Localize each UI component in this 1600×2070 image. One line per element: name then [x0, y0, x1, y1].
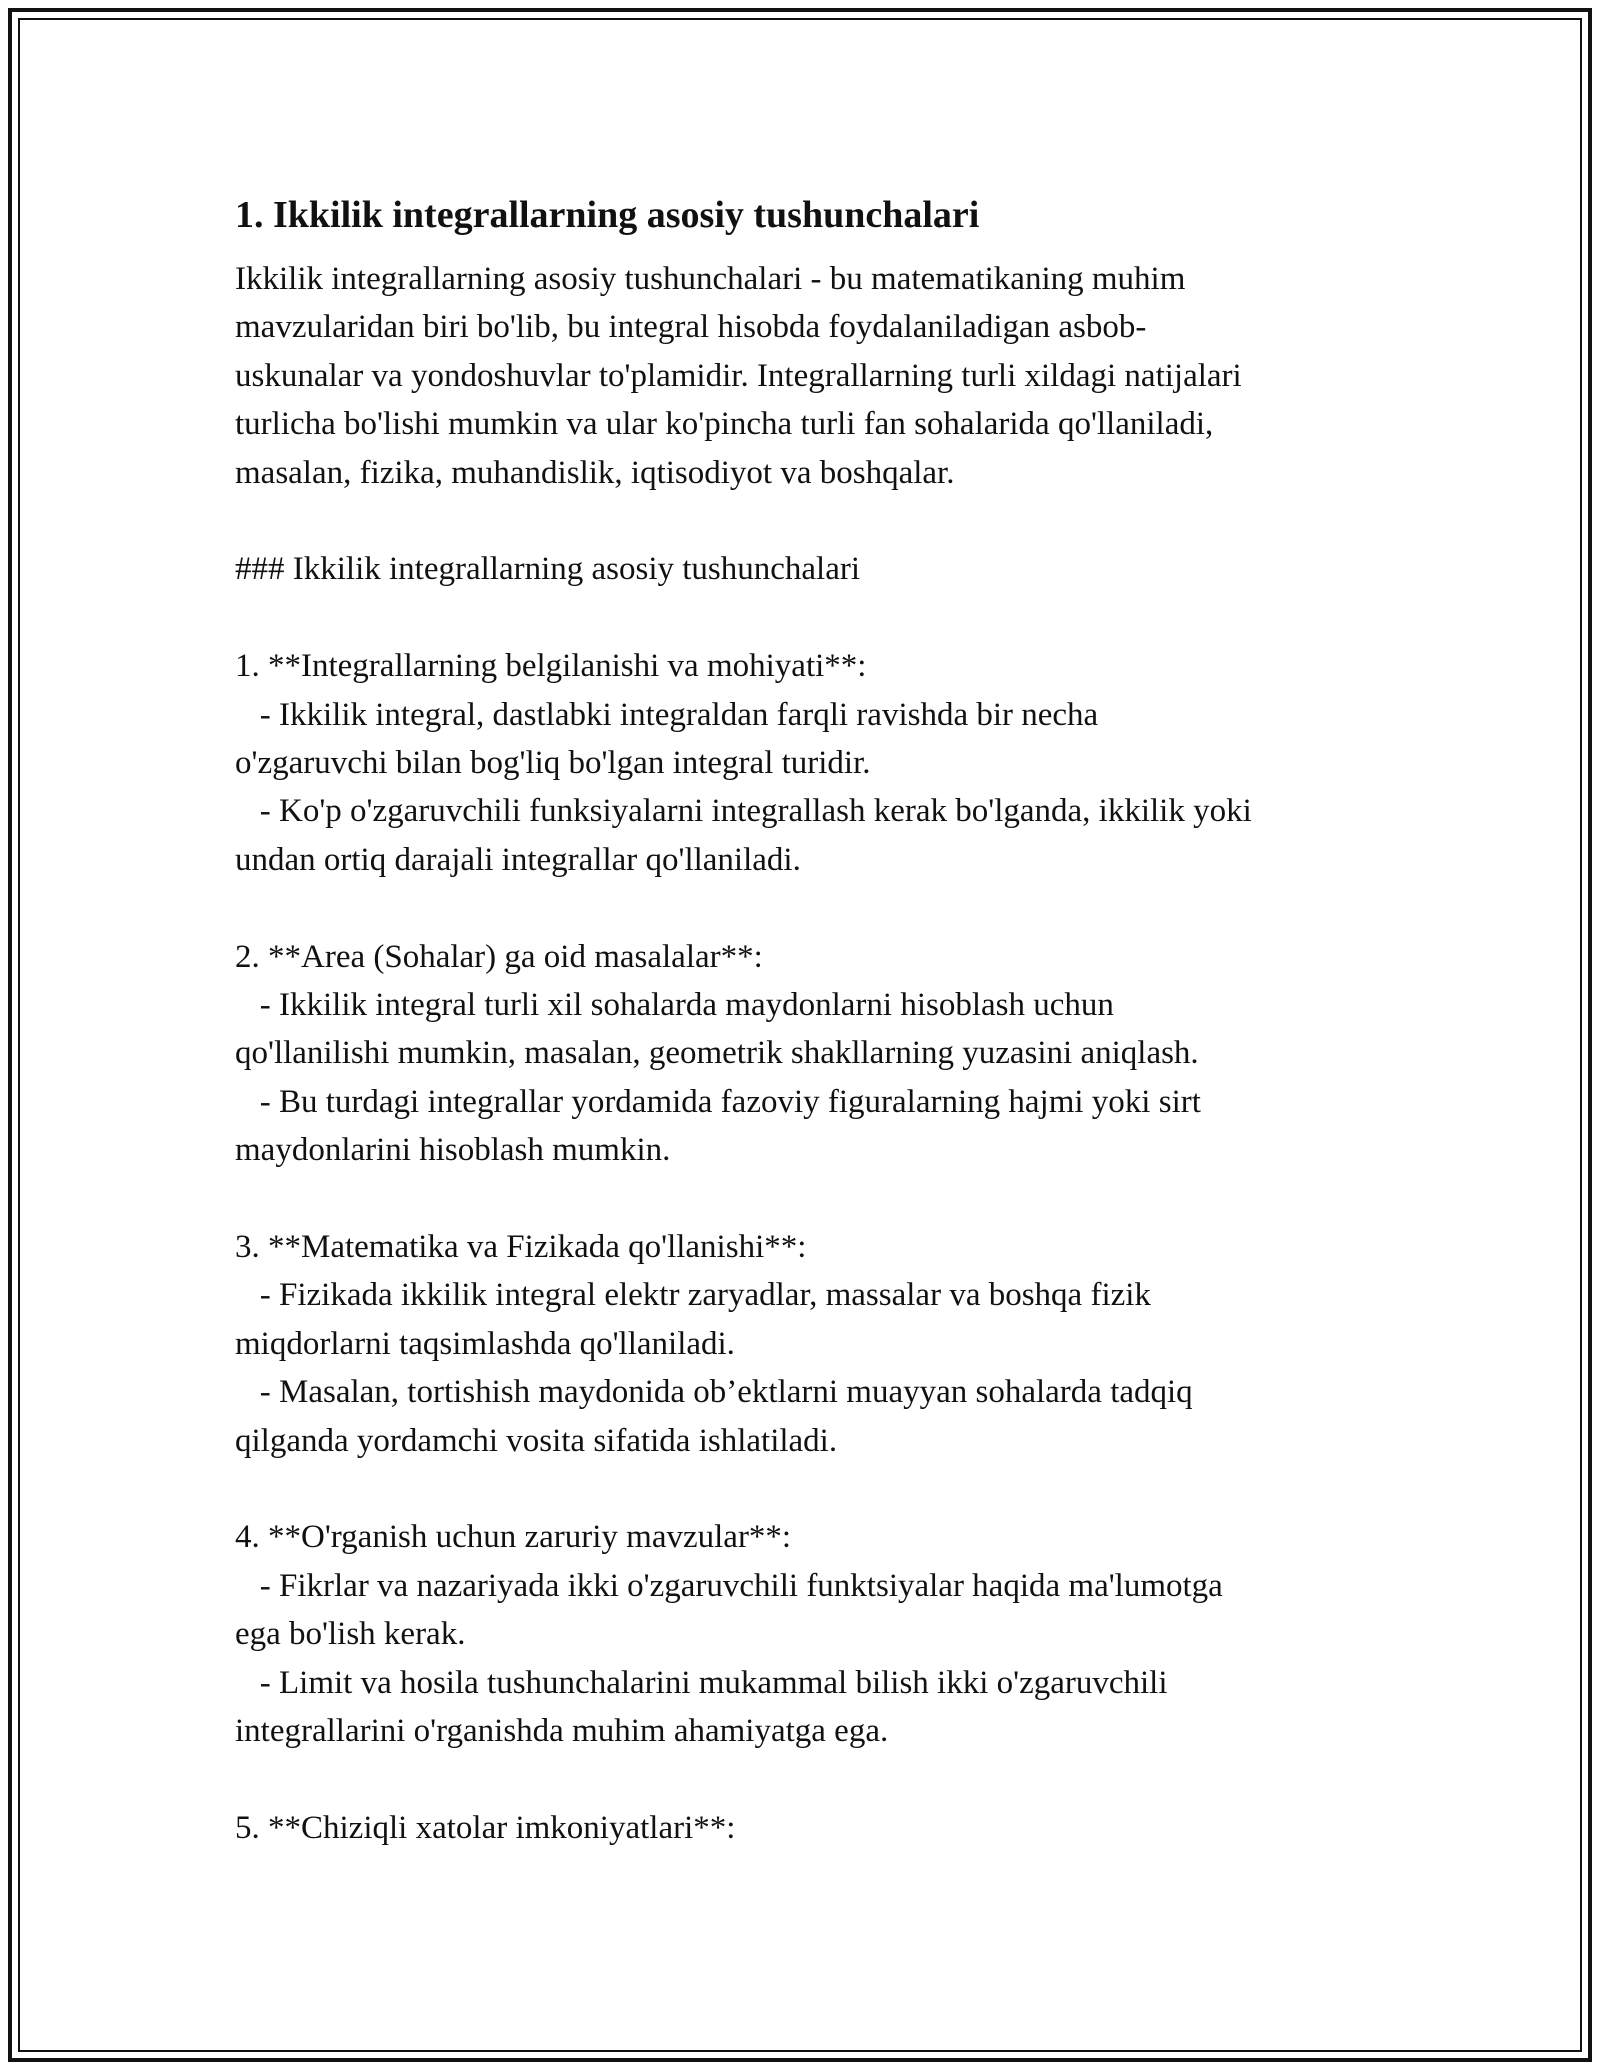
- list-item-heading: 4. **O'rganish uchun zaruriy mavzular**:: [235, 1519, 792, 1556]
- list-item-line: o'zgaruvchi bilan bog'liq bo'lgan integral turidir.: [235, 745, 871, 782]
- list-item-line: qo'llanilishi mumkin, masalan, geometrik shakllarning yuzasini aniqlash.: [235, 1035, 1199, 1072]
- blank-line: [235, 594, 1385, 642]
- blank-line: [235, 884, 1385, 932]
- intro-line: mavzularidan biri bo'lib, bu integral hisobda foydalaniladigan asbob-: [235, 309, 1147, 346]
- list-item-line: qilganda yordamchi vosita sifatida ishlatiladi.: [235, 1422, 838, 1459]
- document-content: [235, 185, 1385, 1852]
- list-item-heading: 5. **Chiziqli xatolar imkoniyatlari**:: [235, 1809, 736, 1846]
- blank-line: [235, 1465, 1385, 1513]
- blank-line: [235, 497, 1385, 545]
- list-item-line: - Ko'p o'zgaruvchili funksiyalarni integrallash kerak bo'lganda, ikkilik yoki: [235, 793, 1252, 830]
- list-item-line: integrallarini o'rganishda muhim ahamiyatga ega.: [235, 1713, 889, 1750]
- list-item-line: - Bu turdagi integrallar yordamida fazoviy figuralarning hajmi yoki sirt: [235, 1083, 1201, 1120]
- intro-line: uskunalar va yondoshuvlar to'plamidir. Integrallarning turli xildagi natijalari: [235, 357, 1242, 394]
- body-text: [235, 497, 1385, 1852]
- list-item-line: - Ikkilik integral, dastlabki integraldan farqli ravishda bir necha: [235, 696, 1099, 733]
- list-item-line: undan ortiq darajali integrallar qo'llaniladi.: [235, 841, 801, 878]
- list-item-heading: 3. **Matematika va Fizikada qo'llanishi**:: [235, 1229, 807, 1266]
- list-item-heading: 2. **Area (Sohalar) ga oid masalalar**:: [235, 938, 763, 975]
- list-item-heading: 1. **Integrallarning belgilanishi va mohiyati**:: [235, 648, 867, 685]
- intro-line: Ikkilik integrallarning asosiy tushunchalari - bu matematikaning muhim: [235, 261, 1186, 297]
- list-item-line: - Fizikada ikkilik integral elektr zaryadlar, massalar va boshqa fizik: [235, 1277, 1151, 1314]
- list-item-line: - Ikkilik integral turli xil sohalarda maydonlarni hisoblash uchun: [235, 987, 1114, 1024]
- section-heading-line: ### Ikkilik integrallarning asosiy tushunchalari: [235, 551, 861, 588]
- blank-line: [235, 1756, 1385, 1804]
- intro-line: turlicha bo'lishi mumkin va ular ko'pincha turli fan sohalarida qo'llaniladi,: [235, 406, 1214, 443]
- document-title: 1. Ikkilik integrallarning asosiy tushunchalari: [235, 194, 980, 236]
- list-item-line: - Masalan, tortishish maydonida ob’ektlarni muayyan sohalarda tadqiq: [235, 1374, 1193, 1411]
- list-item-line: - Fikrlar va nazariyada ikki o'zgaruvchili funktsiyalar haqida ma'lumotga: [235, 1567, 1223, 1604]
- list-item-line: ega bo'lish kerak.: [235, 1616, 466, 1653]
- list-item-line: - Limit va hosila tushunchalarini mukammal bilish ikki o'zgaruvchili: [235, 1664, 1168, 1701]
- list-item-line: maydonlarini hisoblash mumkin.: [235, 1132, 671, 1169]
- blank-line: [235, 1175, 1385, 1223]
- list-item-line: miqdorlarni taqsimlashda qo'llaniladi.: [235, 1325, 735, 1362]
- intro-paragraph: [235, 255, 1385, 497]
- intro-line: masalan, fizika, muhandislik, iqtisodiyot va boshqalar.: [235, 454, 955, 491]
